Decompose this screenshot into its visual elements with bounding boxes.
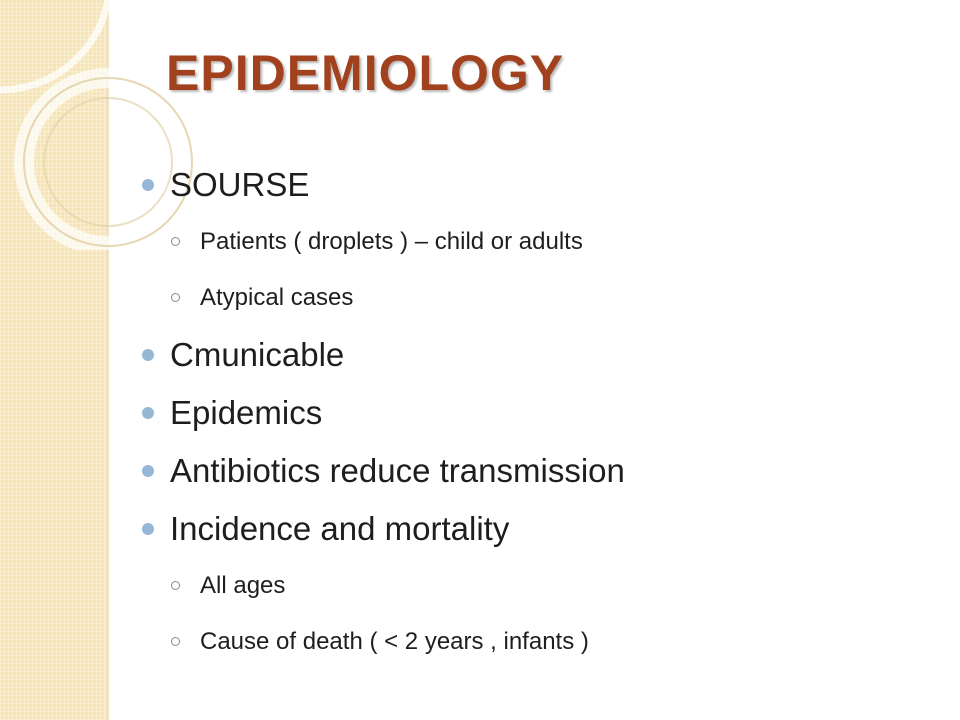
bullet-item xyxy=(142,156,922,214)
sub-bullet-ring xyxy=(171,237,180,246)
bullet-item xyxy=(142,442,922,500)
bullet-item xyxy=(142,500,922,558)
sub-bullet-text: Patients ( droplets ) – child or adults xyxy=(200,228,583,255)
sub-bullet-ring xyxy=(171,581,180,590)
bullet-text: SOURSE xyxy=(170,166,310,203)
sub-bullet-item xyxy=(142,614,922,670)
bullet-dot xyxy=(142,179,154,191)
sub-bullet-ring xyxy=(171,637,180,646)
bullet-dot xyxy=(142,407,154,419)
bullet-text: Incidence and mortality xyxy=(170,510,510,547)
sub-bullet-text: Cause of death ( < 2 years , infants ) xyxy=(200,628,589,655)
sub-bullet-text: Atypical cases xyxy=(200,284,354,311)
bullet-list xyxy=(142,156,922,670)
sub-bullet-item xyxy=(142,214,922,270)
bullet-item xyxy=(142,384,922,442)
sub-bullet-item xyxy=(142,270,922,326)
sub-bullet-item xyxy=(142,558,922,614)
bullet-text: Epidemics xyxy=(170,394,323,431)
bullet-dot xyxy=(142,465,154,477)
slide-title: EPIDEMIOLOGY xyxy=(166,45,565,101)
bullet-text: Antibiotics reduce transmission xyxy=(170,452,625,489)
sub-bullet-text: All ages xyxy=(200,572,286,599)
bullet-item xyxy=(142,326,922,384)
bullet-dot xyxy=(142,349,154,361)
bullet-dot xyxy=(142,523,154,535)
bullet-text: Cmunicable xyxy=(170,336,345,373)
sub-bullet-ring xyxy=(171,293,180,302)
